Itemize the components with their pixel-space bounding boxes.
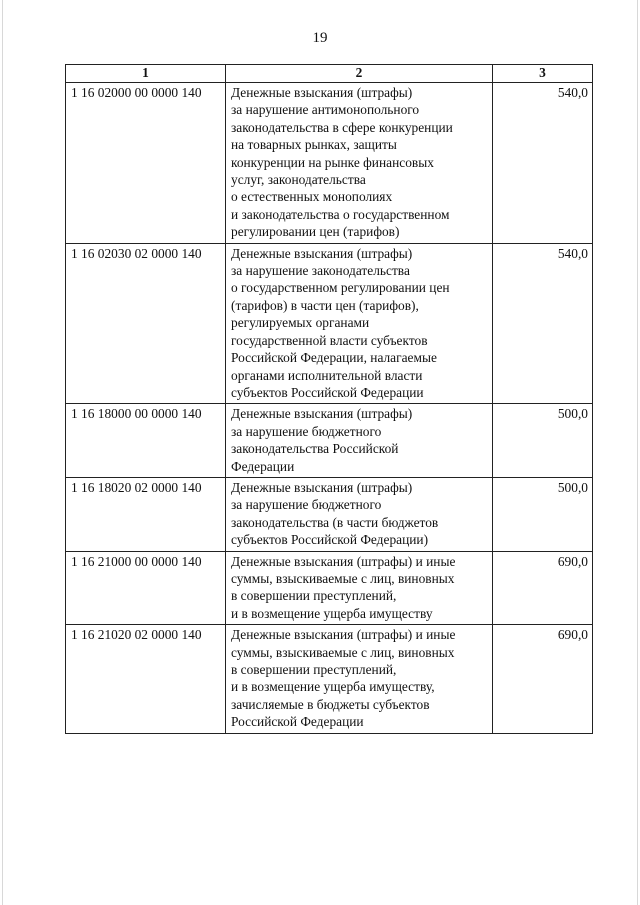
column-header-code: 1 xyxy=(66,65,226,83)
budget-table xyxy=(65,64,593,734)
table-row xyxy=(66,83,593,244)
description-line: на товарных рынках, защиты xyxy=(231,137,397,153)
table-row xyxy=(66,625,593,733)
revenue-description xyxy=(226,625,493,733)
description-line: зачисляемые в бюджеты субъектов xyxy=(231,696,430,712)
classification-code: 1 16 21020 02 0000 140 xyxy=(66,625,226,733)
scan-edge-right xyxy=(637,0,638,905)
description-line: в совершении преступлений, xyxy=(231,662,397,677)
revenue-description xyxy=(226,83,493,244)
description-line: Денежные взыскания (штрафы) xyxy=(231,245,413,261)
scan-edge-left xyxy=(2,0,3,905)
description-line: субъектов Российской Федерации xyxy=(231,384,424,400)
classification-code: 1 16 02000 00 0000 140 xyxy=(66,83,226,244)
description-line: Денежные взыскания (штрафы) xyxy=(231,479,413,495)
table-row xyxy=(66,404,593,478)
description-line: в совершении преступлений, xyxy=(231,588,397,604)
description-line: за нарушение антимонопольного xyxy=(231,102,420,118)
description-line: Денежные взыскания (штрафы) xyxy=(231,85,413,100)
revenue-description xyxy=(226,404,493,478)
page-number: 19 xyxy=(312,30,328,46)
table-row xyxy=(66,243,593,404)
description-line: суммы, взыскиваемые с лиц, виновных xyxy=(231,570,455,586)
description-line: законодательства (в части бюджетов xyxy=(231,514,439,530)
description-line: органами исполнительной власти xyxy=(231,367,423,383)
description-line: законодательства Российской xyxy=(231,441,399,457)
classification-code: 1 16 18000 00 0000 140 xyxy=(66,404,226,478)
description-line: законодательства в сфере конкуренции xyxy=(231,119,453,135)
description-line: Российской Федерации, налагаемые xyxy=(231,350,437,366)
description-line: услуг, законодательства xyxy=(231,172,366,188)
revenue-description xyxy=(226,477,493,551)
amount-value: 500,0 xyxy=(493,477,593,551)
description-line: о государственном регулировании цен xyxy=(231,280,450,296)
description-line: (тарифов) в части цен (тарифов), xyxy=(231,297,419,313)
amount-value: 500,0 xyxy=(493,404,593,478)
amount-value: 540,0 xyxy=(493,83,593,244)
classification-code: 1 16 02030 02 0000 140 xyxy=(66,243,226,404)
description-line: за нарушение бюджетного xyxy=(231,423,382,439)
table-header-row xyxy=(66,65,593,83)
column-header-description: 2 xyxy=(226,65,493,83)
classification-code: 1 16 18020 02 0000 140 xyxy=(66,477,226,551)
description-line: конкуренции на рынке финансовых xyxy=(231,154,434,170)
description-line: и в возмещение ущерба имуществу, xyxy=(231,679,435,695)
amount-value: 690,0 xyxy=(493,625,593,733)
description-line: регулируемых органами xyxy=(231,315,370,331)
description-line: Денежные взыскания (штрафы) и иные xyxy=(231,627,456,643)
revenue-description xyxy=(226,243,493,404)
description-line: Российской Федерации xyxy=(231,714,364,730)
table-row xyxy=(66,551,593,625)
description-line: регулировании цен (тарифов) xyxy=(231,224,400,240)
classification-code: 1 16 21000 00 0000 140 xyxy=(66,551,226,625)
description-line: Денежные взыскания (штрафы) и иные xyxy=(231,553,456,569)
table-body xyxy=(66,83,593,734)
column-header-amount: 3 xyxy=(493,65,593,83)
description-line: за нарушение бюджетного xyxy=(231,497,382,513)
description-line: и законодательства о государственном xyxy=(231,206,450,222)
description-line: государственной власти субъектов xyxy=(231,332,428,348)
description-line: и в возмещение ущерба имуществу xyxy=(231,605,433,621)
description-line: субъектов Российской Федерации) xyxy=(231,532,429,548)
description-line: о естественных монополиях xyxy=(231,189,393,205)
revenue-description xyxy=(226,551,493,625)
description-line: Денежные взыскания (штрафы) xyxy=(231,406,413,422)
description-line: Федерации xyxy=(231,458,295,474)
description-line: за нарушение законодательства xyxy=(231,263,410,279)
table-row xyxy=(66,477,593,551)
amount-value: 690,0 xyxy=(493,551,593,625)
description-line: суммы, взыскиваемые с лиц, виновных xyxy=(231,644,455,660)
amount-value: 540,0 xyxy=(493,243,593,404)
